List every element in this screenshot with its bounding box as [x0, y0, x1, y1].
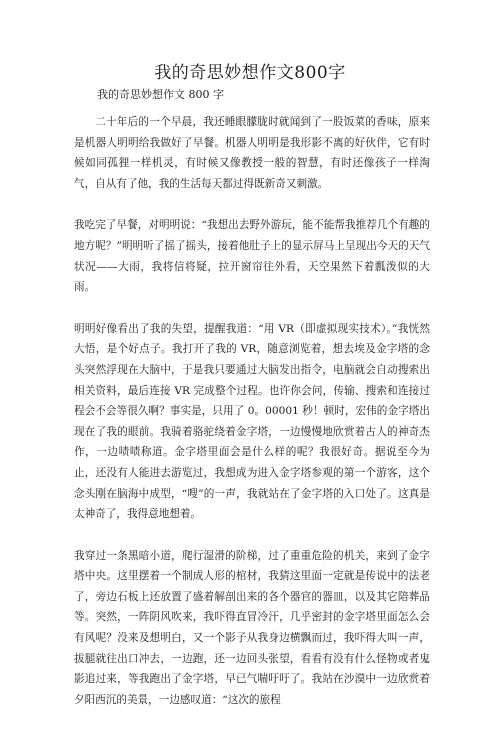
document-title: 我的奇思妙想作文800字	[154, 63, 346, 83]
paragraph-3: 明明好像看出了我的失望，提醒我道：“用 VR（即虚拟现实技术）。”我恍然大悟，是个好点子。我打开了我的 VR，随意浏览着，想去埃及金字塔的念头突然浮现在大脑中，于是我只要通过大脑发出指令，电脑就会自动搜索出相关资料，最后连接 VR 完成整个过程。也许你会问，传输、搜索和连接过程会不会等很久啊？事实是，只用了 0。00001 秒！顿时，宏伟的金字塔出现在了我的眼前。我骑着骆驼绕着金字塔，一边慢慢地欣赏着古人的神奇杰作，一边啧啧称道。金字塔里面会是什么样的呢？我很好奇。据说至今为止，还没有人能进去游览过，我想成为进入金字塔参观的第一个游客，这个念头刚在脑海中成型，“嗖”的一声，我就站在了金字塔的入口处了。这真是太神奇了，我得意地想着。	[74, 322, 430, 521]
document-body	[74, 112, 430, 731]
document-subtitle: 我的奇思妙想作文 800 字	[97, 88, 224, 101]
paragraph-4: 我穿过一条黑暗小道，爬行湿滑的阶梯，过了重重危险的机关，来到了金字塔中央。这里摆着一个制成人形的棺材，我猜这里面一定就是传说中的法老了，旁边石板上还放置了盛着解剖出来的各个器官的器皿，以及其它陪葬品等。突然，一阵阴风吹来，我吓得直冒冷汗，几乎密封的金字塔里面怎么会有风呢？没来及想明白，又一个影子从我身边横飘而过，我吓得大叫一声，拔腿就往出口冲去，一边跑，还一边回头张望，看看有没有什么怪物或者鬼影追过来，等我跑出了金字塔，早已气喘吁吁了。我站在沙漠中一边欣赏着夕阳西沉的美景，一边感叹道：“这次的旅程	[74, 549, 430, 706]
paragraph-1: 二十年后的一个早晨，我还睡眼朦胧时就闻到了一股饭菜的香味，原来是机器人明明给我做好了早餐。机器人明明是我形影不离的好伙伴，它有时候如同孤狸一样机灵，有时候又像教授一般的智慧，有时还像孩子一样淘气，自从有了他，我的生活每天都过得既新奇又刺激。	[74, 116, 430, 190]
paragraph-2: 我吃完了早餐，对明明说：“我想出去野外游玩，能不能帮我推荐几个有趣的地方呢？”明明听了摇了摇头，接着他肚子上的显示屏马上呈现出今天的天气状况——大雨，我将信将疑，拉开窗帘往外看，天空果然下着瓢泼似的大雨。	[74, 219, 430, 294]
